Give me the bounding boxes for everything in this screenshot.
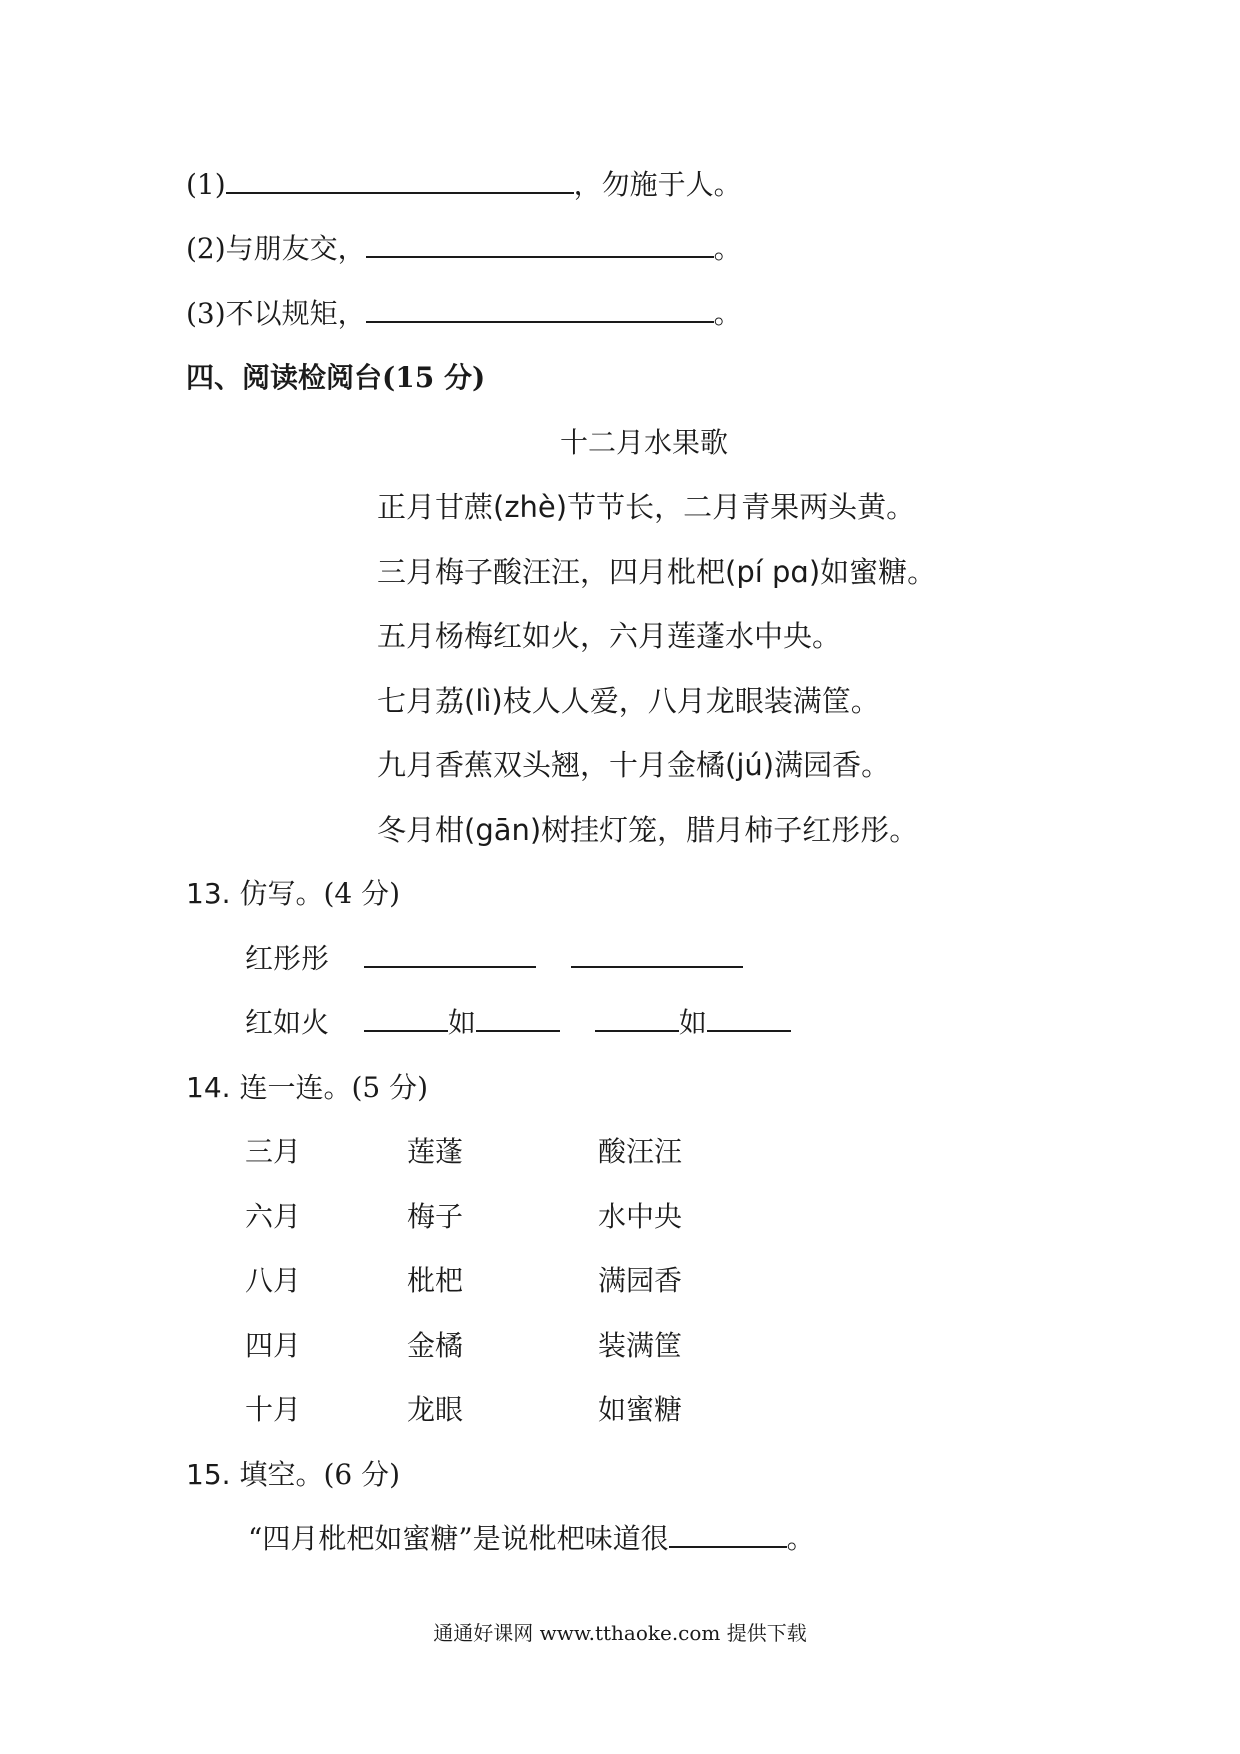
fill-in-3 <box>186 294 742 334</box>
poem-line: 三月梅子酸汪汪，四月枇杷(pí pɑ)如蜜糖。 <box>377 555 937 589</box>
poem-line: 七月荔(lì)枝人人爱，八月龙眼装满筐。 <box>377 684 880 718</box>
fill-in-1-prefix: (1) <box>186 168 226 201</box>
footer-text: 通通好课网 www.tthaoke.com 提供下载 <box>433 1621 807 1645</box>
q14-month[interactable]: 四月 <box>245 1329 302 1362</box>
fill-in-1-blank[interactable] <box>226 166 574 194</box>
fill-in-1 <box>186 165 742 205</box>
poem-line: 冬月柑(gān)树挂灯笼，腊月柿子红彤彤。 <box>377 813 919 847</box>
poem-title: 十二月水果歌 <box>560 426 729 459</box>
q14-description[interactable]: 满园香 <box>598 1264 683 1297</box>
q15-prompt-text: “四月枇杷如蜜糖”是说枇杷味道很 <box>248 1522 669 1555</box>
q13-row-1-label: 红彤彤 <box>245 942 330 975</box>
q14-fruit[interactable]: 金橘 <box>407 1329 464 1362</box>
question-text: 连一连。(5 分) <box>239 1071 429 1104</box>
q14-month[interactable]: 六月 <box>245 1200 302 1233</box>
q14-fruit[interactable]: 龙眼 <box>407 1393 464 1426</box>
poem-line: 五月杨梅红如火，六月莲蓬水中央。 <box>377 619 842 653</box>
question-number: 14. <box>186 1071 231 1104</box>
q14-description[interactable]: 装满筐 <box>598 1329 683 1362</box>
q13-row-2-label: 红如火 <box>245 1006 330 1039</box>
question-15 <box>186 1455 400 1495</box>
question-13 <box>186 874 400 914</box>
q13-blank[interactable] <box>476 1004 560 1032</box>
q14-month[interactable]: 十月 <box>245 1393 302 1426</box>
q13-blank[interactable] <box>364 940 536 968</box>
q15-prompt <box>248 1519 815 1559</box>
question-number: 15. <box>186 1458 231 1491</box>
fill-in-3-blank[interactable] <box>366 295 714 323</box>
question-number: 13. <box>186 877 231 910</box>
section-heading: 四、阅读检阅台(15 分) <box>186 361 486 394</box>
q14-description[interactable]: 酸汪汪 <box>598 1135 683 1168</box>
q13-ru: 如 <box>447 1006 476 1039</box>
question-text: 填空。(6 分) <box>239 1458 401 1491</box>
q14-fruit[interactable]: 枇杷 <box>407 1264 464 1297</box>
q14-month[interactable]: 三月 <box>245 1135 302 1168</box>
fill-in-2 <box>186 229 742 269</box>
q13-row-1 <box>245 939 743 979</box>
q14-description[interactable]: 水中央 <box>598 1200 683 1233</box>
fill-in-3-prefix: (3)不以规矩， <box>186 297 366 330</box>
q13-blank[interactable] <box>595 1004 679 1032</box>
q13-ru: 如 <box>678 1006 707 1039</box>
fill-in-2-prefix: (2)与朋友交， <box>186 232 366 265</box>
q14-fruit[interactable]: 梅子 <box>407 1200 464 1233</box>
poem-line: 九月香蕉双头翘，十月金橘(jú)满园香。 <box>377 748 891 782</box>
fill-in-3-suffix: 。 <box>713 297 742 330</box>
q14-fruit[interactable]: 莲蓬 <box>407 1135 464 1168</box>
question-text: 仿写。(4 分) <box>239 877 401 910</box>
poem-line: 正月甘蔗(zhè)节节长，二月青果两头黄。 <box>377 490 916 524</box>
fill-in-2-blank[interactable] <box>366 230 714 258</box>
q13-blank[interactable] <box>571 940 743 968</box>
q14-month[interactable]: 八月 <box>245 1264 302 1297</box>
q15-blank[interactable] <box>669 1520 787 1548</box>
q14-description[interactable]: 如蜜糖 <box>598 1393 683 1426</box>
fill-in-2-suffix: 。 <box>713 232 742 265</box>
q13-row-2 <box>245 1003 791 1043</box>
q13-blank[interactable] <box>707 1004 791 1032</box>
q13-blank[interactable] <box>364 1004 448 1032</box>
q15-prompt-end: 。 <box>786 1522 815 1555</box>
question-14 <box>186 1068 428 1108</box>
fill-in-1-suffix: ，勿施于人。 <box>573 168 742 201</box>
